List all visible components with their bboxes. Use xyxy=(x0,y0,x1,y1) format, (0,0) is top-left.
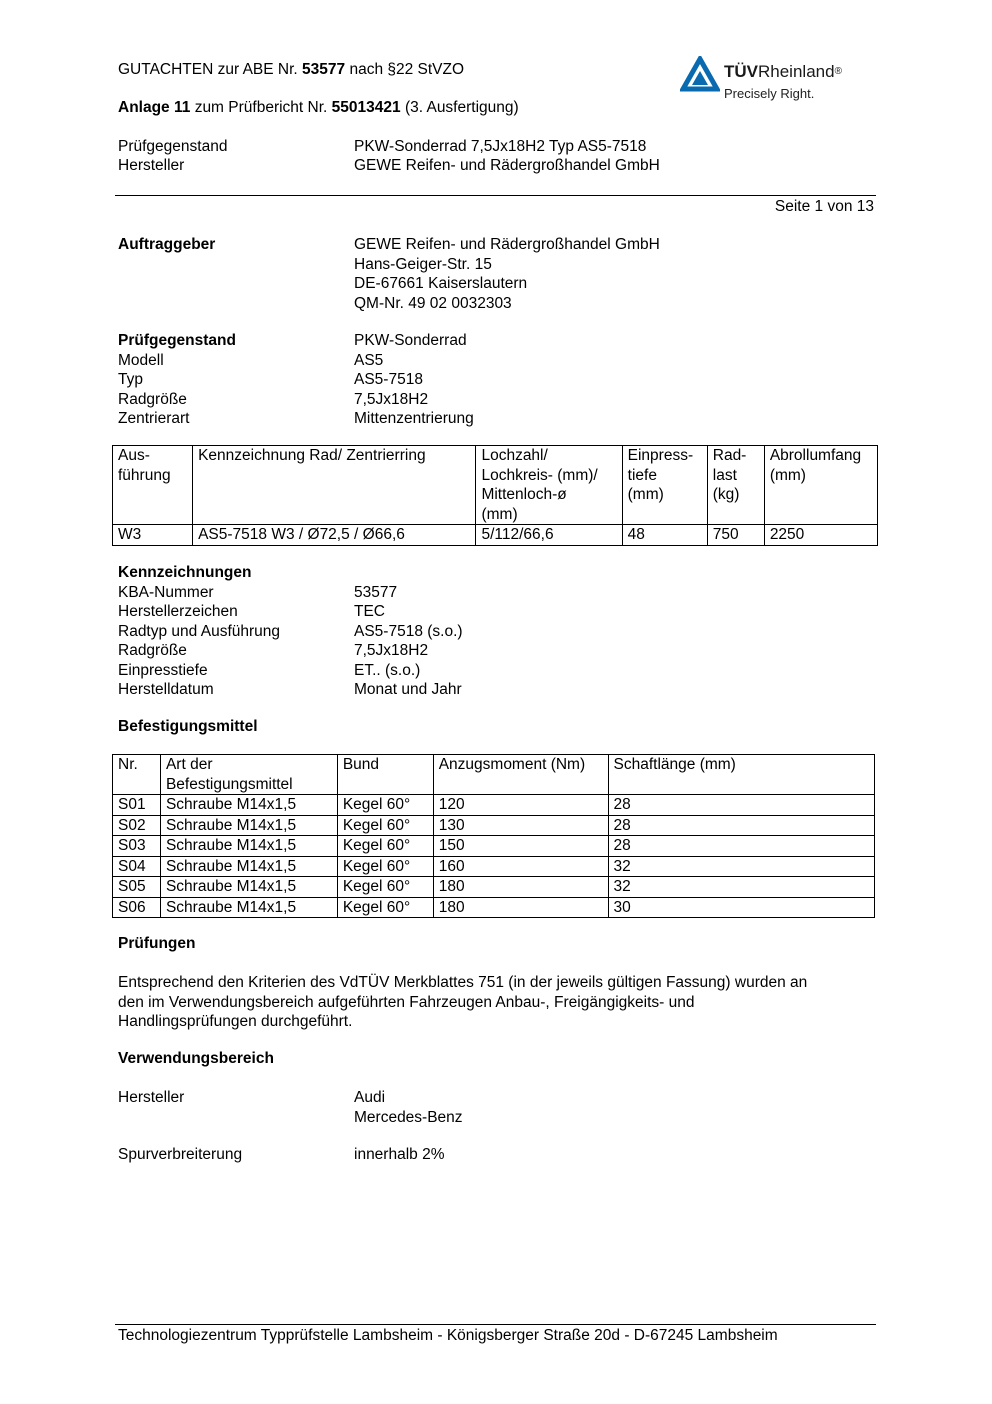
table-row xyxy=(113,525,878,546)
spurverbreiterung-label: Spurverbreiterung xyxy=(118,1146,243,1163)
table-cell: 180 xyxy=(433,877,608,898)
pruefgegenstand-values: PKW-Sonderrad AS5 AS5-7518 7,5Jx18H2 Mittenzentrierung xyxy=(354,332,474,427)
table-row xyxy=(113,836,875,857)
table-cell: 48 xyxy=(622,525,707,546)
verwendung-hersteller-label: Hersteller xyxy=(118,1089,185,1106)
table-cell: Kegel 60° xyxy=(337,877,433,898)
befestigung-table xyxy=(112,754,875,918)
table-cell: Kegel 60° xyxy=(337,815,433,836)
auftraggeber-address: GEWE Reifen- und Rädergroßhandel GmbH Hans-Geiger-Str. 15 DE-67661 Kaiserslautern QM-Nr. 49 02 0032303 xyxy=(354,236,660,312)
auftraggeber-heading: Auftraggeber xyxy=(118,236,216,253)
doc-title: GUTACHTEN zur ABE Nr. 53577 nach §22 StVZO xyxy=(118,61,465,78)
spurverbreiterung-value: innerhalb 2% xyxy=(354,1146,445,1163)
table-cell: 2250 xyxy=(764,525,877,546)
table-cell: S03 xyxy=(113,836,161,857)
table-header-cell: Aus- führung xyxy=(113,446,193,525)
table-header-cell: Einpress- tiefe (mm) xyxy=(622,446,707,525)
table-header-cell: Schaftlänge (mm) xyxy=(608,755,874,795)
pruefungen-heading: Prüfungen xyxy=(118,935,196,952)
table-header-row xyxy=(113,446,878,525)
table-header-cell: Rad- last (kg) xyxy=(707,446,764,525)
table-cell: Kegel 60° xyxy=(337,836,433,857)
table-header-cell: Art der Befestigungsmittel xyxy=(160,755,337,795)
header-pg-value: PKW-Sonderrad 7,5Jx18H2 Typ AS5-7518 xyxy=(354,138,647,155)
table-header-cell: Lochzahl/ Lochkreis- (mm)/ Mittenloch-ø (mm) xyxy=(476,446,622,525)
table-cell: Schraube M14x1,5 xyxy=(160,877,337,898)
footer-address: Technologiezentrum Typprüfstelle Lambsheim - Königsberger Straße 20d - D-67245 Lambsheim xyxy=(118,1327,778,1344)
table-row xyxy=(113,815,875,836)
pruefgegenstand-labels: Prüfgegenstand Modell Typ Radgröße Zentrierart xyxy=(118,332,236,427)
table-header-cell: Anzugsmoment (Nm) xyxy=(433,755,608,795)
table-cell: 160 xyxy=(433,856,608,877)
table-header-row xyxy=(113,755,875,795)
table-header-cell: Nr. xyxy=(113,755,161,795)
pruefungen-paragraph: Entsprechend den Kriterien des VdTÜV Merkblattes 751 (in der jeweils gültigen Fassung) wurden an den im Verwendungsbereich aufgeführten Fahrzeugen Anbau-, Freigängigkeits- und Handlingsprüfungen durchgeführt. xyxy=(118,974,808,1030)
doc-subtitle: Anlage 11 zum Prüfbericht Nr. 55013421 (3. Ausfertigung) xyxy=(118,99,519,116)
table-cell: 28 xyxy=(608,815,874,836)
table-cell: S01 xyxy=(113,795,161,816)
kennzeichnungen-labels: Kennzeichnungen KBA-Nummer Herstellerzeichen Radtyp und Ausführung Radgröße Einpresstiefe Herstelldatum xyxy=(118,564,281,698)
table-row xyxy=(113,856,875,877)
header-hersteller-value: GEWE Reifen- und Rädergroßhandel GmbH xyxy=(354,157,660,174)
verwendung-hersteller-values: Audi Mercedes-Benz xyxy=(354,1089,463,1126)
table-cell: 120 xyxy=(433,795,608,816)
table-cell: 150 xyxy=(433,836,608,857)
table-row xyxy=(113,897,875,918)
table-cell: Kegel 60° xyxy=(337,856,433,877)
table-row xyxy=(113,877,875,898)
table-cell: Kegel 60° xyxy=(337,897,433,918)
table-cell: Schraube M14x1,5 xyxy=(160,795,337,816)
table-cell: Schraube M14x1,5 xyxy=(160,815,337,836)
table-cell: 130 xyxy=(433,815,608,836)
table-cell: 28 xyxy=(608,836,874,857)
table-cell: Schraube M14x1,5 xyxy=(160,897,337,918)
table-cell: 180 xyxy=(433,897,608,918)
logo-wordmark: TÜVRheinland® xyxy=(724,62,842,81)
table-cell: W3 xyxy=(113,525,193,546)
table-cell: S04 xyxy=(113,856,161,877)
table-cell: 30 xyxy=(608,897,874,918)
logo-slogan: Precisely Right. xyxy=(724,86,815,101)
table-cell: 32 xyxy=(608,856,874,877)
table-cell: 750 xyxy=(707,525,764,546)
table-cell: S06 xyxy=(113,897,161,918)
kennzeichnungen-values: 53577 TEC AS5-7518 (s.o.) 7,5Jx18H2 ET.. (s.o.) Monat und Jahr xyxy=(354,583,463,698)
tuv-triangle-icon xyxy=(680,56,720,96)
header-hersteller-label: Hersteller xyxy=(118,157,185,174)
table-header-cell: Bund xyxy=(337,755,433,795)
page-number: Seite 1 von 13 xyxy=(774,198,874,215)
befestigung-heading: Befestigungsmittel xyxy=(118,718,258,735)
table-cell: 5/112/66,6 xyxy=(476,525,622,546)
table-cell: Schraube M14x1,5 xyxy=(160,836,337,857)
table-row xyxy=(113,795,875,816)
table-cell: S05 xyxy=(113,877,161,898)
tuv-rheinland-logo xyxy=(680,56,880,104)
header-pg-label: Prüfgegenstand xyxy=(118,138,228,155)
rad-table xyxy=(112,445,878,546)
table-cell: 32 xyxy=(608,877,874,898)
table-header-cell: Abrollumfang (mm) xyxy=(764,446,877,525)
verwendung-heading: Verwendungsbereich xyxy=(118,1050,274,1067)
table-header-cell: Kennzeichnung Rad/ Zentrierring xyxy=(193,446,476,525)
table-cell: 28 xyxy=(608,795,874,816)
header-divider xyxy=(115,195,876,196)
footer-divider xyxy=(115,1324,876,1325)
table-cell: Kegel 60° xyxy=(337,795,433,816)
table-cell: Schraube M14x1,5 xyxy=(160,856,337,877)
table-cell: S02 xyxy=(113,815,161,836)
table-cell: AS5-7518 W3 / Ø72,5 / Ø66,6 xyxy=(193,525,476,546)
